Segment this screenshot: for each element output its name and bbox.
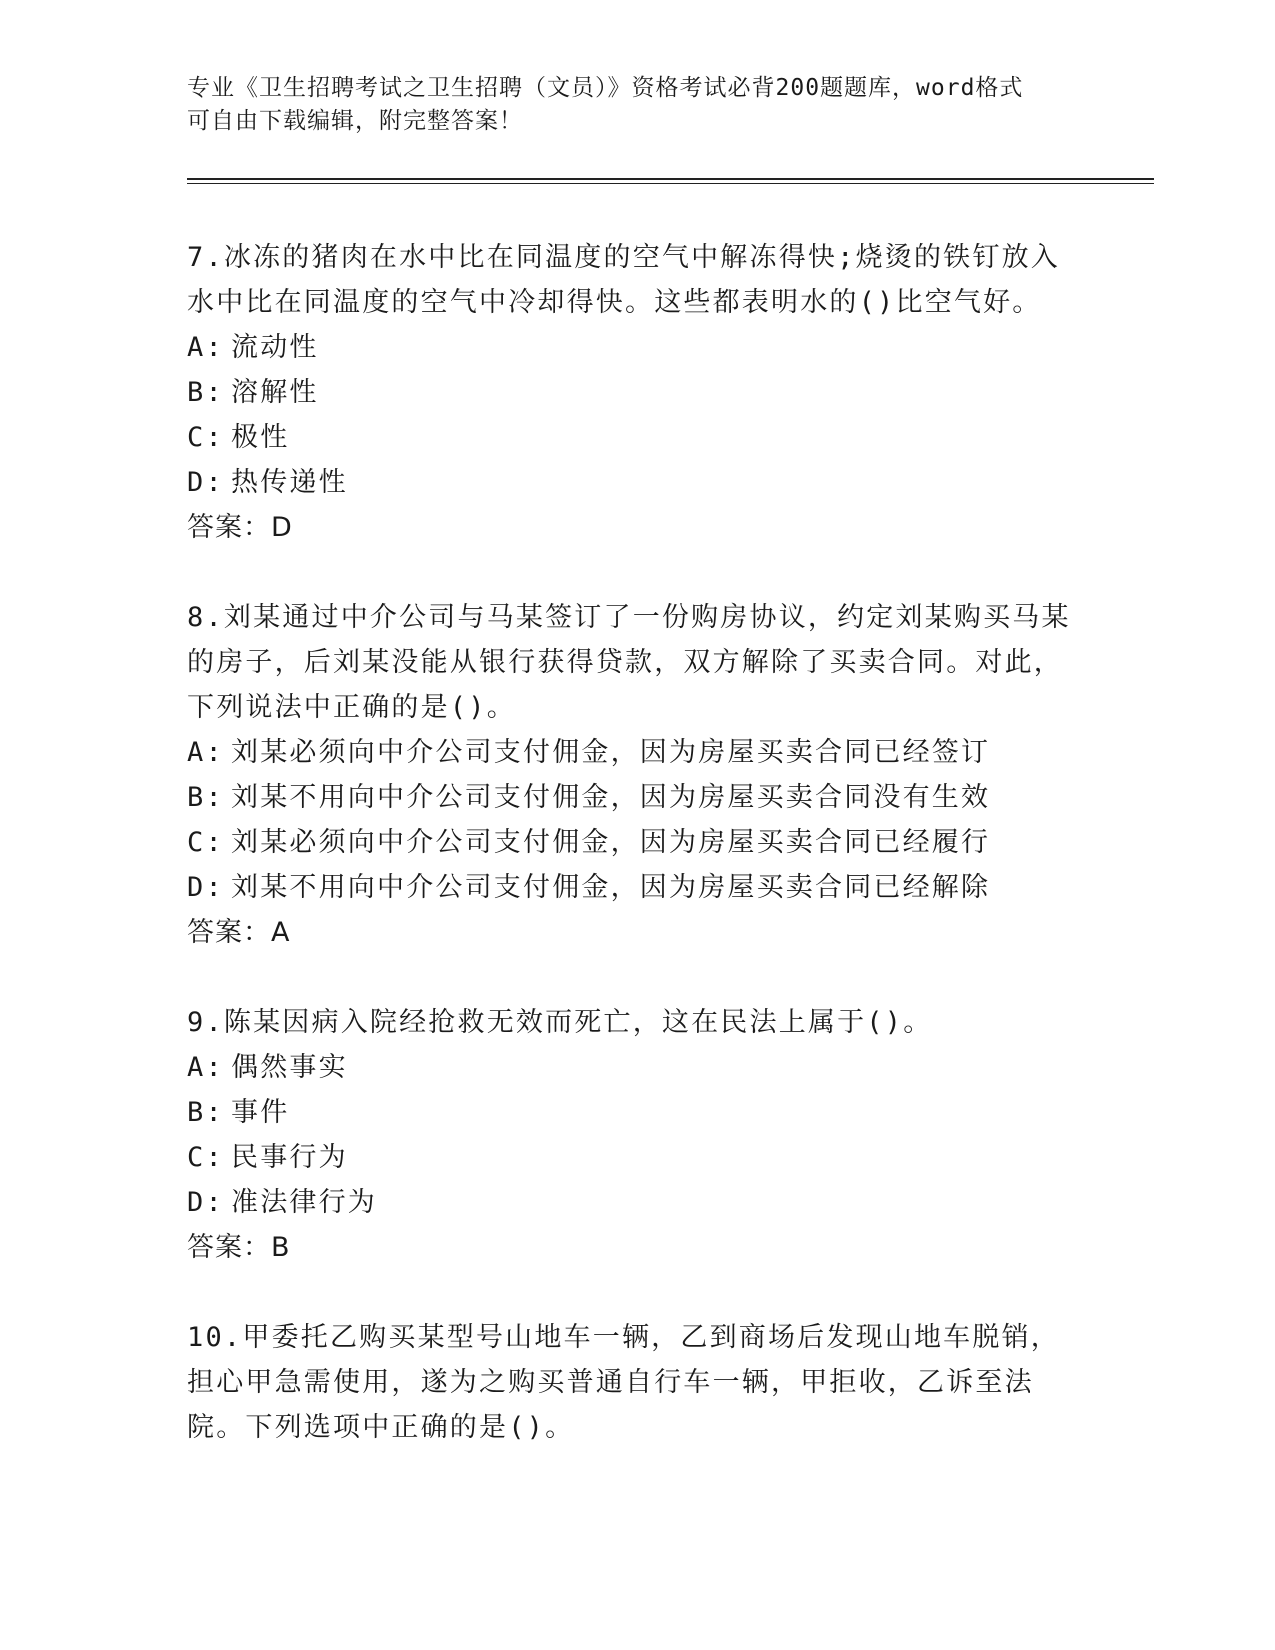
- option-text: 极性: [231, 422, 290, 453]
- answer-line: 答案：B: [187, 1232, 291, 1263]
- option-b: [187, 1090, 1087, 1135]
- option-d: [187, 1180, 1087, 1225]
- option-text: 准法律行为: [231, 1187, 377, 1218]
- option-letter: D:: [187, 1187, 224, 1218]
- option-a: [187, 1045, 1087, 1090]
- option-d: [187, 460, 1087, 505]
- option-letter: A:: [187, 332, 224, 363]
- document-header: [187, 72, 1087, 138]
- option-text: 刘某不用向中介公司支付佣金，因为房屋买卖合同没有生效: [231, 782, 991, 813]
- option-a: [187, 730, 1087, 775]
- option-text: 偶然事实: [231, 1052, 348, 1083]
- question-stem: 7.冰冻的猪肉在水中比在同温度的空气中解冻得快;烧烫的铁钉放入水中比在同温度的空气中冷却得快。这些都表明水的()比空气好。: [187, 242, 1060, 318]
- option-letter: C:: [187, 827, 224, 858]
- option-d: [187, 865, 1087, 910]
- option-text: 刘某必须向中介公司支付佣金，因为房屋买卖合同已经履行: [231, 827, 991, 858]
- option-a: [187, 325, 1087, 370]
- question-9: [187, 1000, 1087, 1270]
- answer-line: 答案：A: [187, 917, 291, 948]
- question-10: [187, 1315, 1087, 1450]
- option-letter: B:: [187, 782, 224, 813]
- option-letter: B:: [187, 377, 224, 408]
- option-letter: A:: [187, 737, 224, 768]
- question-7: [187, 235, 1087, 550]
- option-c: [187, 820, 1087, 865]
- option-b: [187, 370, 1087, 415]
- answer-line: 答案：D: [187, 512, 293, 543]
- option-text: 事件: [231, 1097, 290, 1128]
- option-letter: C:: [187, 1142, 224, 1173]
- option-text: 流动性: [231, 332, 319, 363]
- divider-thick-line: [187, 178, 1154, 180]
- option-text: 民事行为: [231, 1142, 348, 1173]
- option-letter: D:: [187, 467, 224, 498]
- option-c: [187, 415, 1087, 460]
- option-letter: D:: [187, 872, 224, 903]
- option-text: 溶解性: [231, 377, 319, 408]
- option-text: 刘某不用向中介公司支付佣金，因为房屋买卖合同已经解除: [231, 872, 991, 903]
- option-c: [187, 1135, 1087, 1180]
- question-stem: 10.甲委托乙购买某型号山地车一辆，乙到商场后发现山地车脱销，担心甲急需使用，遂为之购买普通自行车一辆，甲拒收，乙诉至法院。下列选项中正确的是()。: [187, 1322, 1060, 1443]
- question-stem: 8.刘某通过中介公司与马某签订了一份购房协议，约定刘某购买马某的房子，后刘某没能从银行获得贷款，双方解除了买卖合同。对此，下列说法中正确的是()。: [187, 602, 1071, 723]
- option-b: [187, 775, 1087, 820]
- option-letter: A:: [187, 1052, 224, 1083]
- divider-thin-line: [187, 183, 1154, 184]
- option-text: 热传递性: [231, 467, 348, 498]
- question-8: [187, 595, 1087, 955]
- option-text: 刘某必须向中介公司支付佣金，因为房屋买卖合同已经签订: [231, 737, 991, 768]
- option-letter: C:: [187, 422, 224, 453]
- option-letter: B:: [187, 1097, 224, 1128]
- question-stem: 9.陈某因病入院经抢救无效而死亡，这在民法上属于()。: [187, 1007, 933, 1038]
- header-line-1: 专业《卫生招聘考试之卫生招聘（文员）》资格考试必背200题题库，word格式: [187, 75, 1024, 101]
- question-list: [187, 235, 1087, 1495]
- header-divider: [187, 178, 1154, 184]
- header-line-2: 可自由下载编辑，附完整答案！: [187, 108, 523, 134]
